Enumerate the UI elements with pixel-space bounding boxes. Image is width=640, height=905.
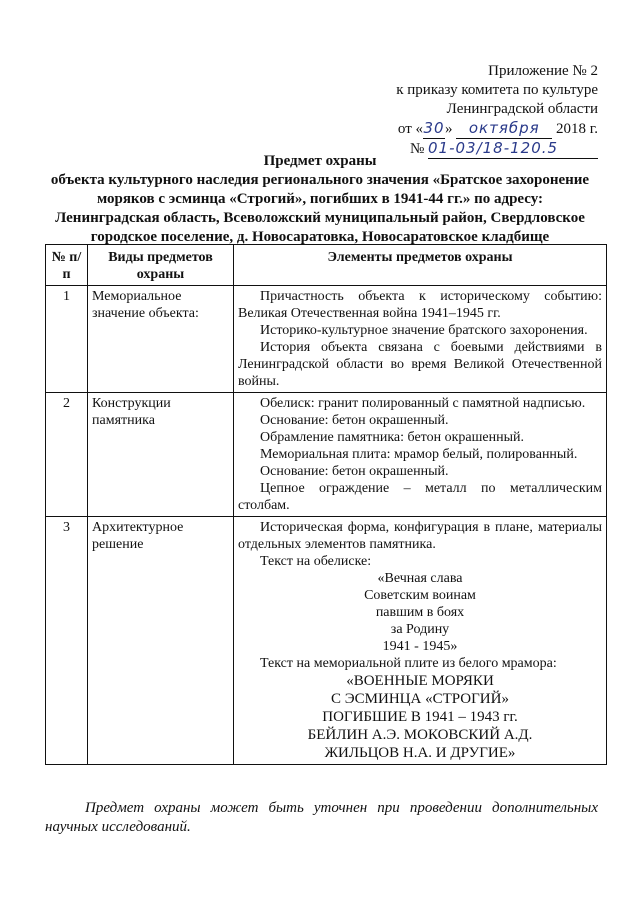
date-mid: » <box>445 121 453 137</box>
appendix-order-ref: к приказу комитета по культуре <box>396 82 598 98</box>
protection-table <box>45 244 607 765</box>
element-text: Причастность объекта к историческому событию: Великая Отечественная война 1941–1945 гг. <box>238 289 602 321</box>
obelisk-text-line: 1941 - 1945» <box>382 639 458 654</box>
plate-text-line: БЕЙЛИН А.Э. МОКОВСКИЙ А.Д. <box>307 727 533 743</box>
obelisk-text-line: Советским воинам <box>364 588 476 603</box>
date-month: октября <box>456 119 552 139</box>
number-prefix: № <box>409 141 425 157</box>
title-line: Ленинградская область, Всеволожский муниципальный район, Свердловское <box>55 210 585 226</box>
date-year: 2018 г. <box>552 121 598 137</box>
element-text: Историческая форма, конфигурация в плане, материалы отдельных элементов памятника. <box>238 520 602 552</box>
plate-text-line: ЖИЛЬЦОВ Н.А. И ДРУГИЕ» <box>324 745 516 761</box>
appendix-title: Приложение № 2 <box>488 63 598 79</box>
table-row <box>46 393 607 517</box>
row-type: Мемориальное значение объекта: <box>88 286 234 393</box>
appendix-region: Ленинградской области <box>446 101 598 117</box>
date-prefix: от « <box>397 121 424 137</box>
row-type: Архитектурное решение <box>88 517 234 765</box>
row-type: Конструкции памятника <box>88 393 234 517</box>
obelisk-text-line: «Вечная слава <box>377 571 463 586</box>
row-num: 2 <box>46 393 88 517</box>
row-elements <box>234 517 607 765</box>
obelisk-text-line: за Родину <box>390 622 450 637</box>
plate-text-line: «ВОЕННЫЕ МОРЯКИ <box>346 673 494 689</box>
header-type: Виды предметов охраны <box>88 245 234 286</box>
appendix-date <box>396 119 598 139</box>
element-text: Мемориальная плита: мрамор белый, полированный. <box>260 447 578 462</box>
row-num: 1 <box>46 286 88 393</box>
element-text: Обелиск: гранит полированный с памятной надписью. <box>260 396 586 411</box>
element-text: Основание: бетон окрашенный. <box>260 464 449 479</box>
obelisk-text-line: павшим в боях <box>375 605 465 620</box>
appendix-block <box>396 62 598 159</box>
element-text: История объекта связана с боевыми действиями в Ленинградской области во время Великой Отечественной войны. <box>238 340 602 389</box>
plate-label: Текст на мемориальной плите из белого мрамора: <box>260 656 557 671</box>
title-line: Предмет охраны <box>263 153 377 169</box>
row-num: 3 <box>46 517 88 765</box>
element-text: Цепное ограждение – металл по металлическим столбам. <box>238 481 602 513</box>
row-elements <box>234 393 607 517</box>
title-line: городское поселение, д. Новосаратовка, Новосаратовское кладбище <box>90 229 550 245</box>
obelisk-label: Текст на обелиске: <box>260 554 372 569</box>
date-day: 30 <box>423 119 445 137</box>
number-value: 01-03/18-120.5 <box>428 139 598 159</box>
table-row <box>46 517 607 765</box>
title-line: объекта культурного наследия регионального значения «Братское захоронение <box>50 172 590 188</box>
document-title <box>20 152 620 247</box>
row-elements <box>234 286 607 393</box>
footnote: Предмет охраны может быть уточнен при проведении дополнительных научных исследований. <box>45 800 598 835</box>
title-line: моряков с эсминца «Строгий», погибших в 1941-44 гг.» по адресу: <box>96 191 544 207</box>
table-header-row <box>46 245 607 286</box>
header-elements: Элементы предметов охраны <box>234 245 607 286</box>
plate-text-line: ПОГИБШИЕ В 1941 – 1943 гг. <box>322 709 518 725</box>
plate-text-line: С ЭСМИНЦА «СТРОГИЙ» <box>331 691 509 707</box>
header-num: № п/п <box>46 245 88 286</box>
element-text: Обрамление памятника: бетон окрашенный. <box>260 430 524 445</box>
table-row <box>46 286 607 393</box>
element-text: Основание: бетон окрашенный. <box>260 413 449 428</box>
element-text: Историко-культурное значение братского захоронения. <box>260 323 588 338</box>
